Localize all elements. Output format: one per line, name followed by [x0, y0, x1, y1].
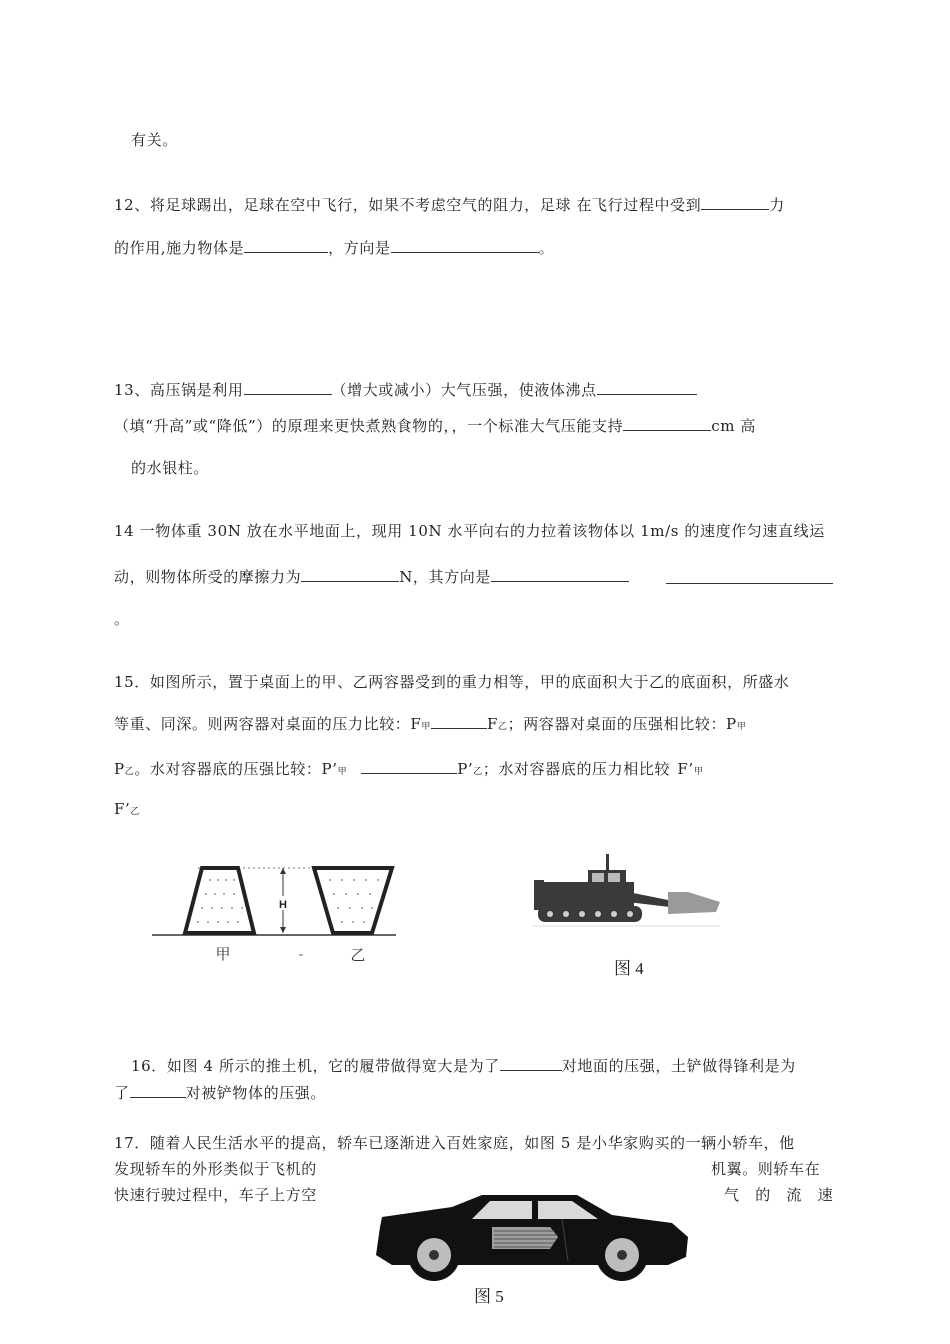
container-yi: [314, 868, 392, 933]
q15-line2: [114, 712, 746, 737]
q13-text-c: （填“升高”或“降低”）的原理来更快煮熟食物的，，一个标准大气压能支持: [114, 417, 624, 435]
q15-text-c: ；两容器对桌面的压强相比较：P: [507, 715, 737, 733]
label-h: H: [279, 899, 287, 911]
q15-blank-water-pressure[interactable]: [361, 757, 457, 774]
q12-line1: [114, 193, 785, 215]
figure4-caption: 图 4: [614, 959, 644, 978]
q14-text-b: N，其方向是: [399, 568, 491, 586]
q12-blank-agent[interactable]: [244, 236, 328, 253]
containers-figure: [150, 858, 400, 970]
q15-text-g: ；水对容器底的压力相比较 F’: [482, 760, 694, 778]
q12-blank-direction[interactable]: [391, 236, 539, 253]
q13-line1: [114, 378, 697, 400]
q15-line1: 15．如图所示，置于桌面上的甲、乙两容器受到的重力相等，甲的底面积大于乙的底面积，所盛水: [114, 673, 790, 691]
q15-sub-jia-4: 甲: [693, 767, 704, 777]
q12-text-c: 的作用,施力物体是: [114, 239, 245, 257]
q15-sub-yi-4: 乙: [130, 807, 140, 817]
q15-sub-jia-3: 甲: [337, 767, 348, 777]
car-figure: [372, 1193, 694, 1283]
q13-blank-height[interactable]: [623, 414, 711, 431]
q12-text-d: ，方向是: [328, 239, 391, 257]
q15-text-h: F’: [114, 800, 131, 818]
q13-line2: [114, 414, 756, 436]
bulldozer-figure: [528, 852, 724, 932]
q16-blank-blade[interactable]: [130, 1081, 186, 1098]
q15-sub-jia: 甲: [421, 722, 432, 732]
q14-blank-direction[interactable]: [491, 565, 629, 582]
q13-text-a: 13、高压锅是利用: [114, 381, 244, 399]
label-jia: 甲: [215, 945, 231, 963]
q15-text-a: 等重、同深。则两容器对桌面的压力比较：F: [114, 715, 422, 733]
q15-text-e: 。水对容器底的压强比较：P’: [134, 760, 338, 778]
q15-sub-jia-2: 甲: [736, 722, 747, 732]
q15-text-f: P’: [457, 760, 474, 778]
q15-text-d: P: [114, 760, 125, 778]
q16-text-b: 对地面的压强，土铲做得锋利是为: [561, 1057, 796, 1075]
q16-line2: [114, 1081, 326, 1103]
q17-line2a: 发现轿车的外形类似于飞机的: [114, 1160, 317, 1178]
q13-blank-pressure[interactable]: [244, 378, 332, 395]
q15-sub-yi: 乙: [498, 722, 508, 732]
q17-line1: 17．随着人民生活水平的提高，轿车已逐渐进入百姓家庭，如图 5 是小华家购买的一辆小轿车，他: [114, 1134, 795, 1152]
q15-text-b: F: [487, 715, 499, 733]
q14-line1: 14 一物体重 30N 放在水平地面上，现用 10N 水平向右的力拉着该物体以 1m/s 的速度作匀速直线运: [114, 522, 825, 540]
q15-blank-force-compare[interactable]: [431, 712, 487, 729]
q14-line2: [114, 565, 629, 587]
q16-text-c: 了: [114, 1084, 130, 1102]
q15-line3: [114, 757, 703, 782]
q13-blank-boiling[interactable]: [597, 378, 697, 395]
q15-sub-yi-2: 乙: [124, 767, 135, 777]
q14-text-a: 动，则物体所受的摩擦力为: [114, 568, 302, 586]
q14-blank-friction[interactable]: [301, 565, 399, 582]
q16-text-a: 16．如图 4 所示的推土机，它的履带做得宽大是为了: [131, 1057, 500, 1075]
q11-tail: 有关。: [131, 131, 178, 149]
q12-text-e: 。: [538, 239, 555, 257]
q17-line3b: 气 的 流 速: [724, 1186, 834, 1204]
q16-blank-tracks[interactable]: [500, 1054, 562, 1071]
q17-line2b: 机翼。则轿车在: [711, 1160, 821, 1178]
q12-blank-force[interactable]: [701, 193, 769, 210]
q13-line3: 的水银柱。: [131, 459, 210, 477]
q13-text-d: cm 高: [711, 417, 756, 435]
label-yi: 乙: [350, 946, 366, 964]
q13-text-b: （增大或减小）大气压强，使液体沸点: [331, 381, 597, 399]
q12-line2: [114, 236, 554, 258]
q12-text-b: 力: [769, 196, 785, 214]
q12-text-a: 12、将足球踢出，足球在空中飞行，如果不考虑空气的阻力，足球 在飞行过程中受到: [114, 196, 702, 214]
q14-blank-direction-extra[interactable]: [666, 567, 833, 584]
q14-line3: 。: [114, 610, 130, 628]
figure5-caption: 图 5: [474, 1287, 504, 1306]
q15-sub-yi-3: 乙: [473, 767, 483, 777]
q16-text-d: 对被铲物体的压强。: [185, 1084, 327, 1102]
q17-line3a: 快速行驶过程中，车子上方空: [114, 1186, 317, 1204]
container-jia: [185, 868, 254, 933]
q15-line4: [114, 799, 140, 822]
q16-line1: [131, 1054, 796, 1076]
